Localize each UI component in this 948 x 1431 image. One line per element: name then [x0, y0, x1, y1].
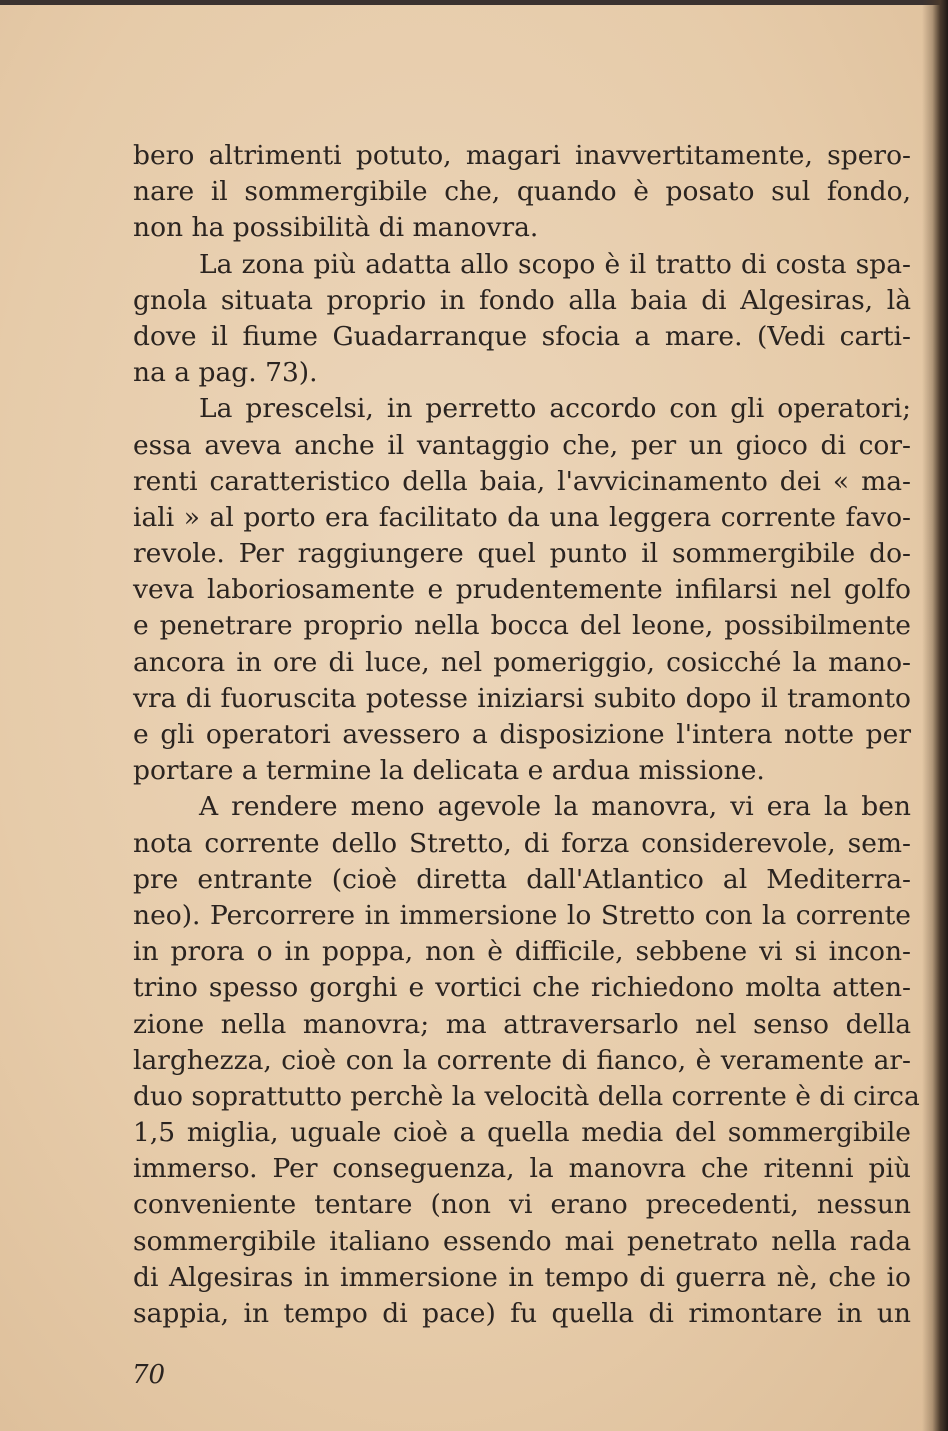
text-line: veva laboriosamente e prudentemente infilarsi nel golfo — [133, 574, 911, 606]
text-line: larghezza, cioè con la corrente di fianco, è veramente ar- — [133, 1044, 911, 1076]
text-line: neo). Percorrere in immersione lo Stretto con la corrente — [133, 899, 911, 931]
text-line: dove il fiume Guadarranque sfocia a mare. (Vedi carti- — [133, 320, 911, 352]
text-line: portare a termine la delicata e ardua missione. — [133, 755, 765, 787]
text-line: pre entrante (cioè diretta dall'Atlantico al Mediterra- — [133, 863, 911, 895]
text-line: immerso. Per conseguenza, la manovra che ritenni più — [133, 1153, 911, 1185]
text-line: La zona più adatta allo scopo è il tratto di costa spa- — [199, 248, 911, 280]
book-spine-shadow — [922, 0, 948, 1431]
text-line: renti caratteristico della baia, l'avvicinamento dei « ma- — [133, 465, 911, 497]
text-line: conveniente tentare (non vi erano precedenti, nessun — [133, 1189, 911, 1221]
text-line: in prora o in poppa, non è difficile, sebbene vi si incon- — [133, 936, 911, 968]
text-line: revole. Per raggiungere quel punto il sommergibile do- — [133, 538, 911, 570]
text-line: sommergibile italiano essendo mai penetrato nella rada — [133, 1225, 911, 1257]
text-line: e penetrare proprio nella bocca del leone, possibilmente — [133, 610, 911, 642]
text-line: di Algesiras in immersione in tempo di guerra nè, che io — [133, 1261, 911, 1293]
text-line: nare il sommergibile che, quando è posato sul fondo, — [133, 176, 911, 208]
page-number: 70 — [132, 1360, 166, 1390]
text-line: nota corrente dello Stretto, di forza considerevole, sem- — [133, 827, 911, 859]
text-line: non ha possibilità di manovra. — [133, 212, 539, 244]
text-line: iali » al porto era facilitato da una leggera corrente favo- — [133, 501, 911, 533]
text-line: sappia, in tempo di pace) fu quella di rimontare in un — [133, 1298, 911, 1329]
text-line: trino spesso gorghi e vortici che richiedono molta atten- — [133, 972, 911, 1004]
text-line: duo soprattutto perchè la velocità della corrente è di circa — [133, 1080, 920, 1112]
text-line: 1,5 miglia, uguale cioè a quella media del sommergibile — [133, 1117, 911, 1149]
text-line: A rendere meno agevole la manovra, vi era la ben — [199, 791, 911, 823]
text-line: vra di fuoruscita potesse iniziarsi subito dopo il tramonto — [133, 682, 911, 714]
text-line: essa aveva anche il vantaggio che, per un gioco di cor- — [133, 429, 911, 461]
text-line: bero altrimenti potuto, magari inavvertitamente, spero- — [133, 140, 911, 171]
text-line: zione nella manovra; ma attraversarlo nel senso della — [133, 1008, 911, 1040]
body-text — [133, 138, 920, 1332]
text-line: La prescelsi, in perretto accordo con gli operatori; — [199, 393, 911, 425]
text-line: ancora in ore di luce, nel pomeriggio, cosicché la mano- — [133, 646, 911, 678]
page-top-edge — [0, 0, 948, 5]
text-line: na a pag. 73). — [133, 357, 318, 389]
text-line: gnola situata proprio in fondo alla baia di Algesiras, là — [133, 284, 911, 316]
text-line: e gli operatori avessero a disposizione l'intera notte per — [133, 719, 911, 750]
